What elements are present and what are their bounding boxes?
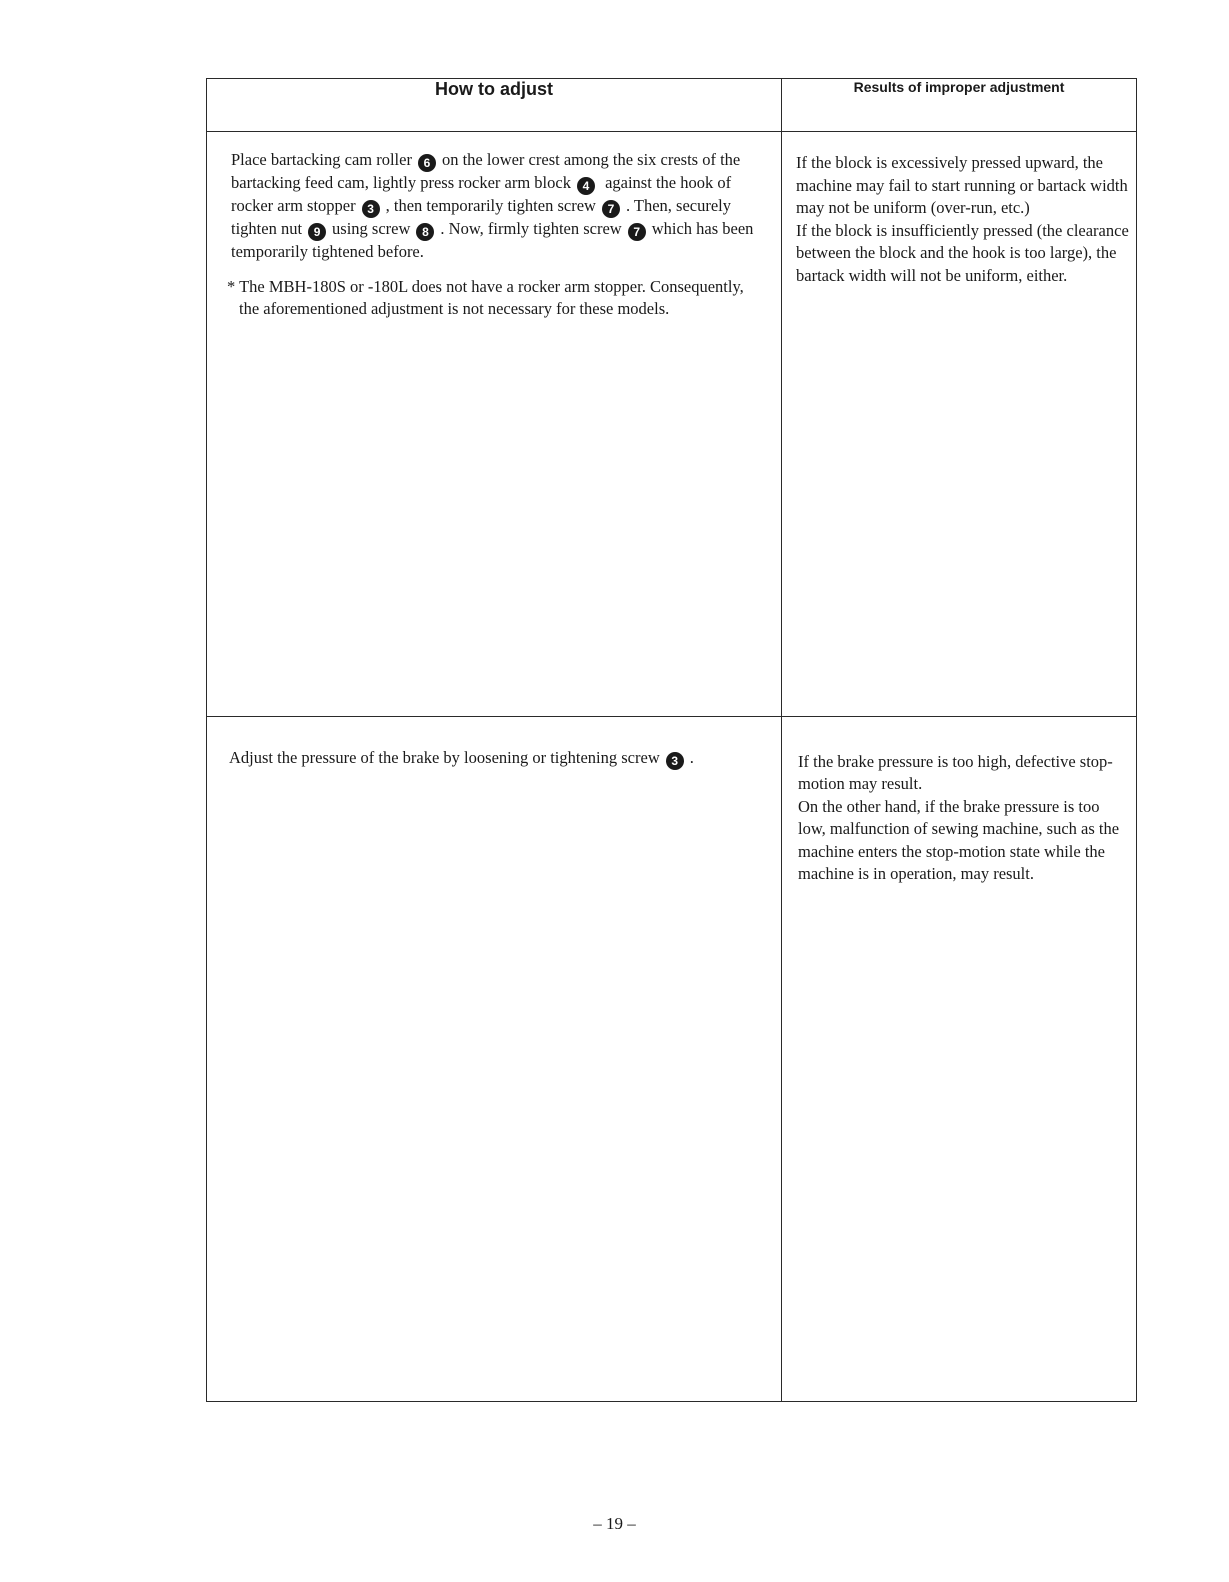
how-to-adjust-cell bbox=[207, 716, 782, 1401]
text-segment: , then temporarily tighten screw bbox=[385, 196, 596, 215]
text-segment: on the lower crest among the six crests of the bartacking feed cam, lightly press rocker arm block bbox=[231, 150, 741, 192]
results-text: If the brake pressure is too high, defective stop-motion may result. bbox=[798, 751, 1113, 794]
adjustment-table bbox=[206, 78, 1137, 1402]
text-segment: which has been temporarily tightened before. bbox=[231, 219, 754, 261]
how-to-adjust-cell bbox=[207, 132, 782, 717]
part-number-badge: 3 bbox=[666, 752, 684, 770]
text-segment: Adjust the pressure of the brake by loosening or tightening screw bbox=[229, 747, 660, 767]
part-number-badge: 6 bbox=[418, 154, 436, 172]
results-text: If the block is excessively pressed upward, the machine may fail to start running or bartack width may not be uniform (over-run, etc.) bbox=[796, 153, 1128, 217]
page-number: – 19 – bbox=[593, 1514, 636, 1533]
text-segment: . Then, securely tighten nut bbox=[231, 196, 732, 238]
text-segment: . Now, firmly tighten screw bbox=[440, 219, 622, 238]
table-row bbox=[207, 716, 1137, 1401]
part-number-badge: 8 bbox=[416, 223, 434, 241]
results-paragraph bbox=[782, 132, 1136, 287]
part-number-badge: 7 bbox=[628, 223, 646, 241]
text-segment: . bbox=[689, 747, 694, 767]
table-row bbox=[207, 132, 1137, 717]
results-text: On the other hand, if the brake pressure is too low, malfunction of sewing machine, such as the machine enters the stop-motion state while the machine is in operation, may result. bbox=[798, 796, 1120, 884]
text-segment: Place bartacking cam roller bbox=[231, 150, 412, 169]
text-segment: against the hook of rocker arm stopper bbox=[231, 173, 732, 215]
results-paragraph bbox=[782, 717, 1136, 886]
text-segment: using screw bbox=[332, 219, 411, 238]
how-to-adjust-paragraph bbox=[207, 132, 781, 264]
part-number-badge: 9 bbox=[308, 223, 326, 241]
part-number-badge: 4 bbox=[577, 177, 595, 195]
header-how-to-adjust: How to adjust bbox=[207, 79, 782, 132]
results-text: If the block is insufficiently pressed (the clearance between the block and the hook is too large), the bartack width will not be uniform, either. bbox=[796, 220, 1129, 285]
header-results-improper: Results of improper adjustment bbox=[782, 79, 1137, 132]
part-number-badge: 7 bbox=[602, 200, 620, 218]
table-header-row bbox=[207, 79, 1137, 132]
how-to-adjust-paragraph bbox=[207, 717, 781, 770]
results-cell bbox=[782, 716, 1137, 1401]
model-note: * The MBH-180S or -180L does not have a rocker arm stopper. Consequently, the aforementioned adjustment is not necessary for these models. bbox=[227, 276, 744, 318]
results-cell bbox=[782, 132, 1137, 717]
part-number-badge: 3 bbox=[362, 200, 380, 218]
